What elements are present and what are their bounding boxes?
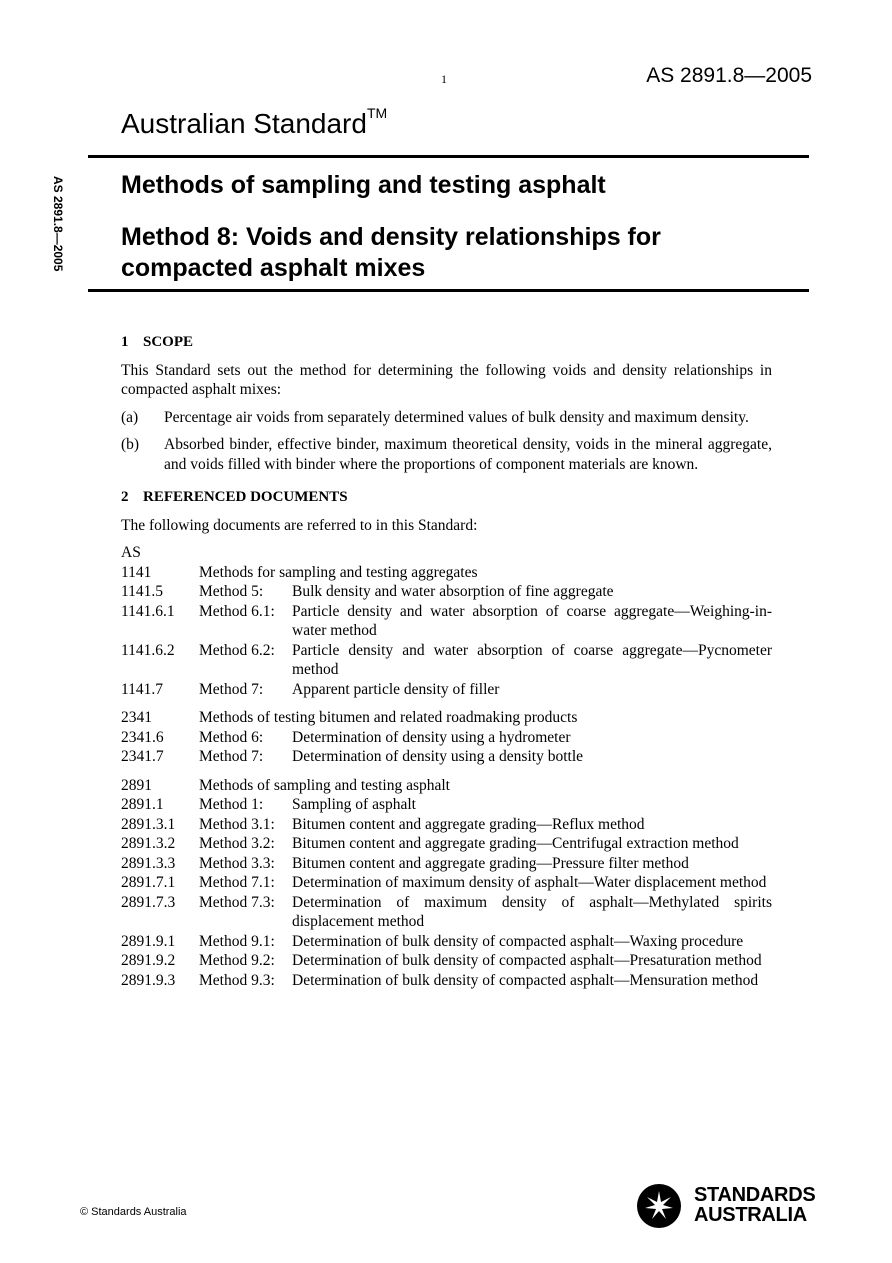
- reference-row: [121, 834, 772, 854]
- reference-code: 2891.9.2: [121, 952, 176, 969]
- reference-row: [121, 932, 772, 952]
- reference-code: 2891.1: [121, 796, 164, 813]
- document-title: Methods of sampling and testing asphalt: [121, 171, 606, 199]
- reference-title: Particle density and water absorption of coarse aggregate—Pycnometer method: [292, 641, 772, 678]
- reference-row: [121, 854, 772, 874]
- star-burst-icon: [632, 1183, 688, 1229]
- section-heading-references: [121, 488, 772, 508]
- scope-item-label: (a): [121, 408, 139, 426]
- reference-code: 1141.7: [121, 680, 164, 698]
- reference-title: Bitumen content and aggregate grading—Centrifugal extraction method: [292, 835, 739, 852]
- side-code: [43, 176, 71, 292]
- reference-title: Bulk density and water absorption of fine aggregate: [292, 583, 614, 600]
- reference-method: Method 6.2:: [199, 641, 275, 659]
- reference-title: Apparent particle density of filler: [292, 680, 500, 698]
- reference-title: Methods of sampling and testing asphalt: [199, 776, 450, 794]
- reference-row: [121, 563, 772, 583]
- reference-title: Sampling of asphalt: [292, 796, 416, 813]
- standards-prefix: AS: [121, 544, 141, 561]
- scope-list: [121, 408, 772, 475]
- copyright-notice: © Standards Australia: [80, 1206, 187, 1218]
- reference-method: Method 5:: [199, 583, 264, 600]
- reference-row: [121, 815, 772, 835]
- reference-code: 2891.9.3: [121, 971, 176, 989]
- reference-code: 1141.5: [121, 583, 164, 600]
- reference-method: Method 6:: [199, 728, 264, 746]
- group-spacer: [121, 699, 772, 708]
- reference-row: [121, 951, 772, 971]
- reference-method: Method 7.1:: [199, 874, 275, 891]
- reference-title: Methods of testing bitumen and related roadmaking products: [199, 709, 578, 726]
- reference-title: Determination of maximum density of asphalt—Methylated spirits displacement method: [292, 893, 772, 930]
- reference-method: Method 3.1:: [199, 815, 275, 833]
- reference-row: [121, 582, 772, 602]
- reference-code: 1141: [121, 563, 152, 581]
- reference-method: Method 3.2:: [199, 835, 275, 852]
- logo-text: [694, 1185, 815, 1225]
- scope-intro: This Standard sets out the method for determining the following voids and density relationships in compacted asphalt mixes:: [121, 361, 772, 398]
- reference-row: [121, 747, 772, 767]
- scope-item-label: (b): [121, 436, 140, 453]
- reference-code: 2891.7.3: [121, 893, 176, 911]
- reference-method: Method 6.1:: [199, 602, 275, 620]
- reference-row: [121, 680, 772, 700]
- page-number: 1: [441, 72, 447, 86]
- reference-row: [121, 971, 772, 991]
- top-rule: [88, 155, 809, 158]
- reference-row: [121, 641, 772, 680]
- brand-heading: [121, 105, 388, 140]
- reference-row: [121, 708, 772, 728]
- group-spacer: [121, 767, 772, 776]
- reference-title: Determination of density using a density bottle: [292, 748, 584, 765]
- reference-method: Method 7:: [199, 680, 264, 698]
- reference-title: Methods for sampling and testing aggregates: [199, 563, 478, 581]
- reference-title: Bitumen content and aggregate grading—Reflux method: [292, 815, 645, 833]
- reference-row: [121, 893, 772, 932]
- reference-method: Method 9.1:: [199, 932, 275, 950]
- reference-row: [121, 728, 772, 748]
- standards-australia-logo: [632, 1183, 822, 1229]
- bottom-rule: [88, 289, 809, 292]
- scope-item-text: Percentage air voids from separately determined values of bulk density and maximum density.: [164, 408, 749, 426]
- scope-item-text: Absorbed binder, effective binder, maximum theoretical density, voids in the mineral aggregate, and voids filled with binder where the proportions of component materials are known.: [164, 436, 772, 473]
- reference-row: [121, 873, 772, 893]
- reference-method: Method 3.3:: [199, 854, 275, 872]
- section-heading-scope: [121, 333, 772, 353]
- reference-row: [121, 795, 772, 815]
- references-intro: The following documents are referred to in this Standard:: [121, 516, 478, 534]
- reference-code: 2891.3.1: [121, 815, 176, 833]
- document-subtitle: Method 8: Voids and density relationships for compacted asphalt mixes: [121, 223, 661, 282]
- reference-method: Method 7:: [199, 748, 264, 765]
- reference-title: Particle density and water absorption of coarse aggregate—Weighing-in-water method: [292, 602, 772, 639]
- trademark-mark: TM: [366, 105, 388, 121]
- reference-method: Method 7.3:: [199, 893, 275, 911]
- reference-code: 1141.6.2: [121, 641, 175, 659]
- reference-code: 2341.7: [121, 748, 164, 765]
- reference-method: Method 9.2:: [199, 952, 275, 969]
- body-content: [121, 333, 772, 990]
- logo-line-2: AUSTRALIA: [694, 1204, 807, 1226]
- reference-title: Determination of bulk density of compacted asphalt—Presaturation method: [292, 952, 762, 969]
- reference-code: 2891.7.1: [121, 874, 176, 891]
- reference-row: [121, 776, 772, 796]
- reference-code: 2891.9.1: [121, 932, 176, 950]
- reference-code: 2891: [121, 776, 152, 794]
- scope-item: [121, 408, 772, 428]
- section-title: SCOPE: [143, 334, 194, 350]
- reference-code: 2341: [121, 709, 152, 726]
- brand-text: Australian Standard: [121, 108, 367, 139]
- reference-title: Determination of maximum density of asphalt—Water displacement method: [292, 874, 767, 891]
- reference-code: 2891.3.2: [121, 835, 176, 852]
- side-code-text: AS 2891.8—2005: [51, 176, 65, 272]
- reference-method: Method 9.3:: [199, 971, 275, 989]
- reference-method: Method 1:: [199, 796, 264, 813]
- reference-code: 2891.3.3: [121, 854, 176, 872]
- reference-title: Determination of density using a hydrometer: [292, 728, 571, 746]
- reference-row: [121, 602, 772, 641]
- reference-code: 1141.6.1: [121, 602, 175, 620]
- reference-title: Determination of bulk density of compacted asphalt—Mensuration method: [292, 971, 759, 989]
- reference-code: 2341.6: [121, 728, 164, 746]
- section-title: REFERENCED DOCUMENTS: [143, 489, 348, 505]
- reference-list: [121, 563, 772, 991]
- section-number: 1: [121, 334, 129, 350]
- reference-title: Determination of bulk density of compacted asphalt—Waxing procedure: [292, 932, 744, 950]
- standard-number: AS 2891.8—2005: [646, 64, 812, 87]
- section-number: 2: [121, 489, 129, 505]
- logo-line-1: STANDARDS: [694, 1184, 816, 1206]
- reference-title: Bitumen content and aggregate grading—Pressure filter method: [292, 854, 689, 872]
- scope-item: [121, 435, 772, 474]
